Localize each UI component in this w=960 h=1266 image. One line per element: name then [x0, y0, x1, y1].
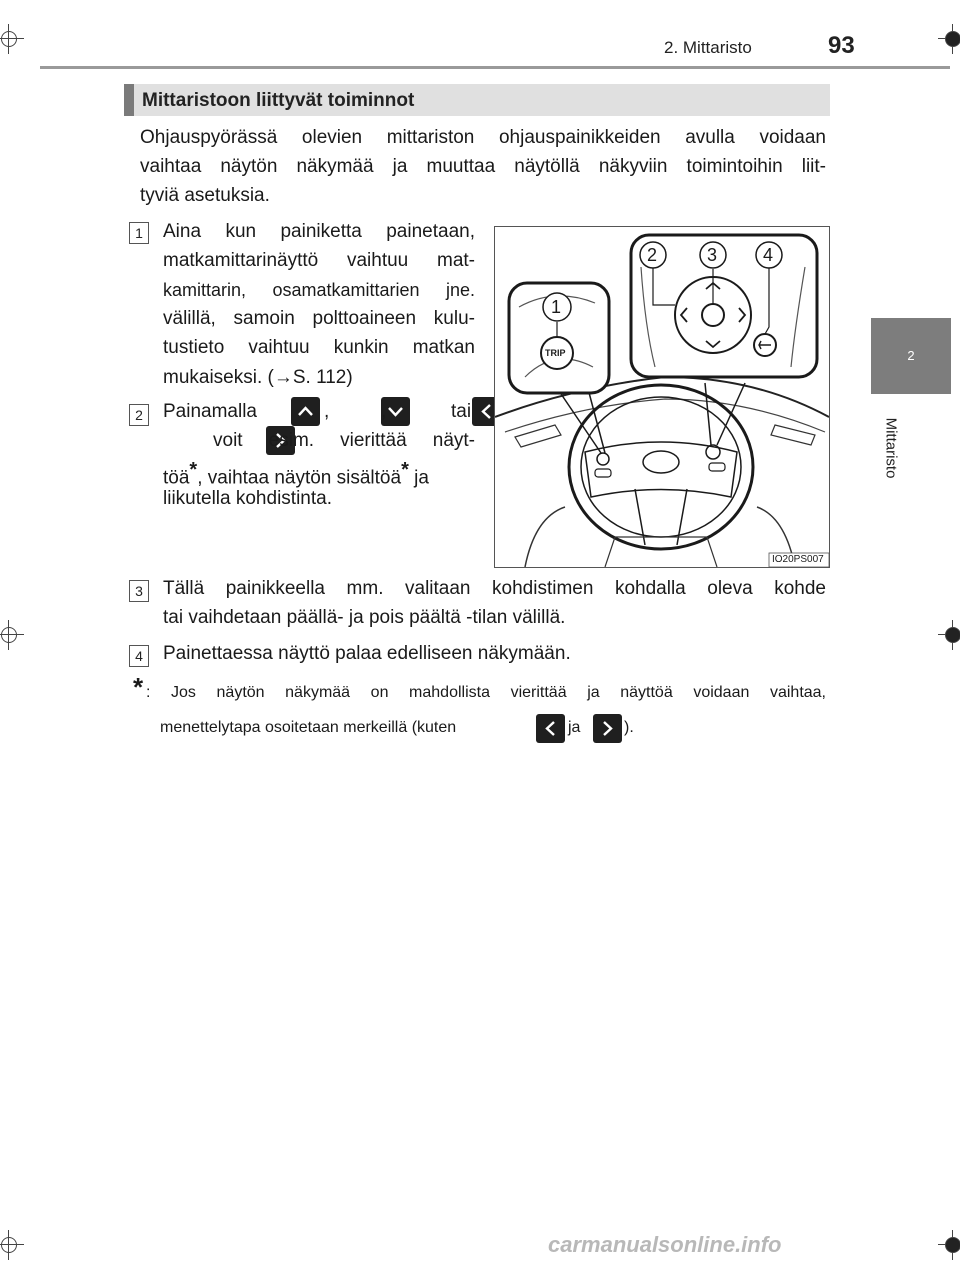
- crop-mark-top-left: [0, 24, 24, 54]
- footnote-line-2a: menettelytapa osoitetaan merkeillä (kuten: [160, 719, 457, 736]
- steering-wheel-icon: [495, 227, 829, 567]
- item-2-line-3a: töä: [163, 467, 190, 489]
- asterisk-2: *: [401, 459, 409, 481]
- footnote-line-1: : Jos näytön näkymää on mahdollista vierittää ja näyttöä voidaan vaihtaa,: [146, 684, 826, 701]
- header-rule: [40, 66, 950, 69]
- footnote-chevron-right-icon: [593, 714, 622, 743]
- crop-mark-bottom-left: [0, 1230, 24, 1260]
- steering-illustration: [494, 226, 830, 568]
- chapter-tab: 2: [871, 318, 951, 394]
- item-1-line-4: välillä, samoin polttoaineen kulu-: [163, 308, 475, 329]
- watermark[interactable]: carmanualsonline.info: [548, 1232, 782, 1257]
- crop-mark-top-right: [938, 24, 960, 54]
- crop-mark-mid-left: [0, 620, 24, 650]
- item-3-line-1: Tällä painikkeella mm. valitaan kohdistimen kohdalla oleva kohde: [163, 578, 826, 599]
- callout-4: 4: [763, 245, 774, 265]
- item-2-tai: tai: [451, 401, 472, 422]
- intro-line-3: tyviä asetuksia.: [140, 185, 270, 206]
- item-2-line-4: liikutella kohdistinta.: [163, 488, 332, 509]
- callout-3: 3: [707, 245, 718, 265]
- chevron-up-icon: [291, 397, 320, 426]
- item-4-line-1: Painettaessa näyttö palaa edelliseen näkymään.: [163, 643, 571, 664]
- item-2-comma-2: ,: [381, 401, 387, 422]
- item-number-3: 3: [129, 580, 149, 602]
- page-number: 93: [828, 32, 855, 59]
- item-1-line-6: mukaiseksi. (→S. 112): [163, 367, 353, 388]
- item-2-line-2: voit esim. vierittää näyt-: [213, 430, 475, 451]
- asterisk-1: *: [189, 459, 198, 481]
- item-2-part-1: Painamalla: [163, 401, 257, 422]
- item-number-2: 2: [129, 404, 149, 426]
- crop-mark-mid-right: [938, 620, 960, 650]
- intro-line-1: Ohjauspyörässä olevien mittariston ohjauspainikkeiden avulla voidaan: [140, 127, 826, 148]
- chapter-label-text: Mittaristo: [882, 417, 900, 479]
- item-2-comma-1: ,: [324, 401, 330, 422]
- item-number-4: 4: [129, 645, 149, 667]
- section-heading: [124, 84, 830, 116]
- footnote-chevron-left-icon: [536, 714, 565, 743]
- section-heading-text: Mittaristoon liittyvät toiminnot: [142, 90, 415, 111]
- item-1-line-3: kamittarin, osamatkamittarien jne.: [163, 280, 475, 300]
- illustration-code: IO20PS007: [772, 554, 824, 565]
- chapter-label: [876, 398, 906, 498]
- footnote-asterisk: *: [133, 672, 144, 702]
- callout-1: 1: [551, 297, 562, 317]
- item-number-1: 1: [129, 222, 149, 244]
- footnote-line-2: [160, 714, 680, 746]
- item-2-line-3c: ja: [408, 467, 429, 489]
- item-1-line-5: tustieto vaihtuu kunkin matkan: [163, 337, 475, 358]
- footnote-line-2c: ).: [624, 719, 634, 736]
- section-title: 2. Mittaristo: [664, 38, 752, 57]
- callout-2: 2: [647, 245, 658, 265]
- item-2-line-3b: , vaihtaa näytön sisältöä: [197, 467, 402, 489]
- footnote-line-2b: ja: [568, 719, 581, 736]
- item-3-line-2: tai vaihdetaan päällä- ja pois päältä -tilan välillä.: [163, 607, 566, 628]
- item-1-line-1: Aina kun painiketta painetaan,: [163, 221, 475, 242]
- intro-line-2: vaihtaa näytön näkymää ja muuttaa näytöllä näkyviin toimintoihin liit-: [140, 156, 826, 177]
- trip-label: TRIP: [545, 348, 566, 358]
- item-1-line-2: matkamittarinäyttö vaihtuu mat-: [163, 250, 475, 271]
- crop-mark-bottom-right: [938, 1230, 960, 1260]
